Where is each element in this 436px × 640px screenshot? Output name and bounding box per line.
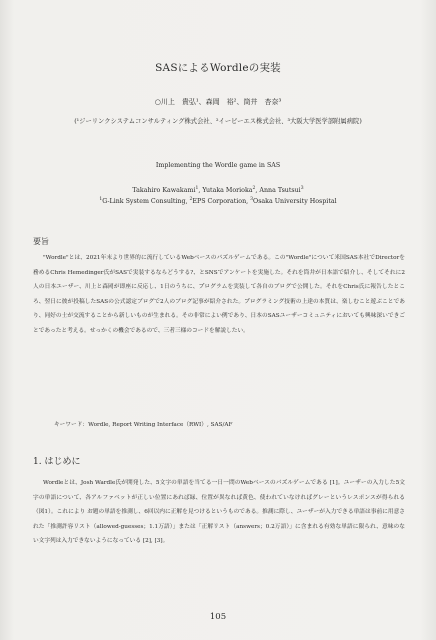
author-name: , Anna Tsutsui — [255, 187, 301, 194]
affiliation-mark: 2 — [189, 196, 193, 202]
affiliation-name: G-Link System Consulting, — [102, 198, 190, 205]
affiliations-english — [0, 198, 436, 205]
author-name: , Yutaka Morioka — [198, 187, 253, 194]
english-title: Implementing the Wordle game in SAS — [155, 162, 281, 169]
affiliation-mark: 2 — [252, 185, 256, 191]
affiliation-mark: 1 — [195, 185, 199, 191]
authors-japanese: ○川上 貴弘¹、森岡 裕²、筒井 杏奈³ — [154, 98, 282, 106]
introduction-heading: 1. はじめに — [33, 457, 81, 467]
affiliation-name: EPS Corporation, — [192, 198, 251, 205]
abstract-text: "Wordle"とは、2021年末より世界的に流行しているWebベースのパズルゲームである。この"Wordle"について米国SAS本社でDirectorを務めるChris Hemedinger氏がSASで実装するならどうする?、とSNSでアンケートを実施した。それを筒井が日本語で紹介し、そしてそれに2人の日本ユーザー、川上と森岡が即座に反応し、1日のうちに、プログラムを実装して各自のブログで公開した。それをChris氏に報告したところ、翌日に彼が投稿したSASの公式認定ブログで2人のブログ記事が紹介された。プログラミング技術の上達の本質は、楽しむこと遊ぶことであり、同好の士が交流することから新しいものが生まれる。その非常によい例であり、日本のSASユーザーコミュニティにおいても興味深いできごとであったと考える。せっかくの機会であるので、三者三様のコードを解説したい。 — [33, 255, 405, 334]
keywords: キーワード：Wordle, Report Writing Interface（RWI）, SAS/AF — [54, 422, 233, 428]
introduction-text: Wordleとは、Josh Wardle氏が開発した、5文字の単語を当てる一日一問のWebベースのパズルゲームである [1]。ユーザーの入力した5文字の単語について、各アルファベットが正しい位置にあれば緑、位置が異なれば黄色、使われていなければグレーというレスポンスが得られる（図1）。これにより お題の単語を推測し、6回以内に正解を見つけるというものである。推測に際し、ユーザーが入力できる単語は事前に用意された「推測許容リスト（allowed-guesses；1.1万語）」または「正解リスト（answers；0.2万語）」に含まれる有効な単語に限られ、意味のない文字列は入力できないようになっている [2], [3]。 — [33, 480, 405, 545]
affiliation-mark: 3 — [300, 185, 304, 191]
author-name: Takahiro Kawakami — [132, 187, 196, 194]
paper-title: SASによるWordleの実装 — [155, 62, 281, 74]
affiliations-japanese: (¹ジーリンクシステムコンサルティング株式会社、²イーピーエス株式会社、³大阪大学医学部附属病院) — [74, 118, 362, 125]
affiliation-name: Osaka University Hospital — [253, 198, 337, 205]
abstract-heading: 要旨 — [33, 237, 49, 246]
affiliation-mark: 1 — [99, 196, 103, 202]
authors-english — [0, 187, 436, 194]
affiliation-mark: 3 — [250, 196, 254, 202]
page-number: 105 — [209, 612, 227, 622]
